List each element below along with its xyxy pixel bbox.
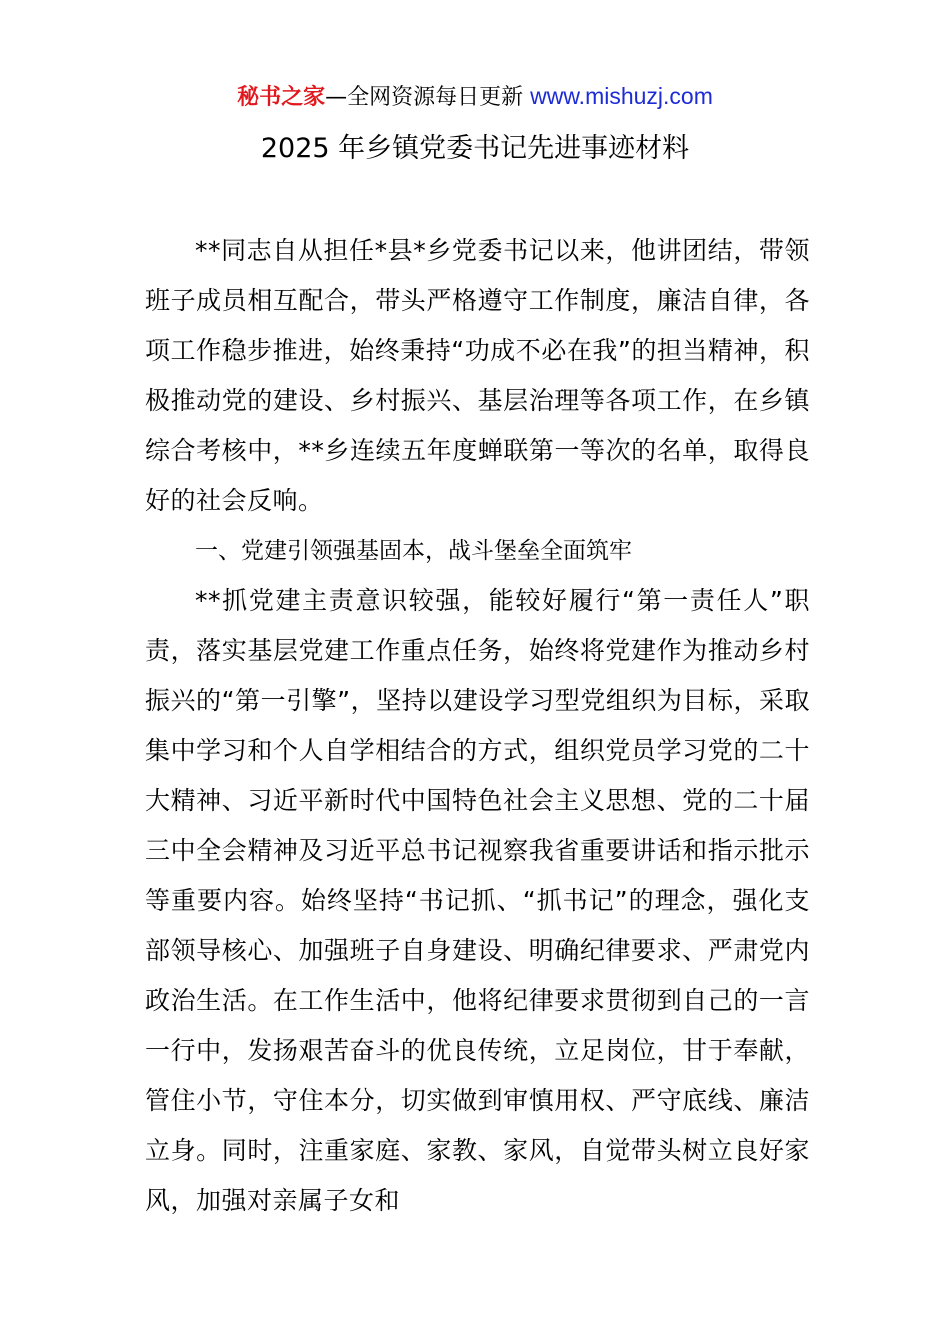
site-header — [0, 80, 950, 114]
site-url-link[interactable]: www.mishuzj.com — [530, 83, 713, 109]
site-brand: 秘书之家 — [237, 85, 326, 110]
section-paragraph: **抓党建主责意识较强，能较好履行“第一责任人”职责，落实基层党建工作重点任务，始终将党建作为推动乡村振兴的“第一引擎”，坚持以建设学习型党组织为目标，采取集中学习和个人自学相结合的方式，组织党员学习党的二十大精神、习近平新时代中国特色社会主义思想、党的二十届三中全会精神及习近平总书记视察我省重要讲话和指示批示等重要内容。始终坚持“书记抓、“抓书记”的理念，强化支部领导核心、加强班子自身建设、明确纪律要求、严肃党内政治生活。在工作生活中，他将纪律要求贯彻到自己的一言一行中，发扬艰苦奋斗的优良传统，立足岗位，甘于奉献，管住小节，守住本分，切实做到审慎用权、严守底线、廉洁立身。同时，注重家庭、家教、家风，自觉带头树立良好家风，加强对亲属子女和 — [145, 586, 810, 1215]
site-slogan: —全网资源每日更新 — [325, 85, 524, 110]
section-heading: 一、党建引领强基固本，战斗堡垒全面筑牢 — [195, 538, 632, 564]
intro-paragraph: **同志自从担任*县*乡党委书记以来，他讲团结，带领班子成员相互配合，带头严格遵守工作制度，廉洁自律，各项工作稳步推进，始终秉持“功成不必在我”的担当精神，积极推动党的建设、乡村振兴、基层治理等各项工作，在乡镇综合考核中，**乡连续五年度蝉联第一等次的名单，取得良好的社会反响。 — [145, 236, 810, 515]
document-title: 2025 年乡镇党委书记先进事迹材料 — [260, 133, 690, 164]
document-body — [145, 226, 810, 1226]
